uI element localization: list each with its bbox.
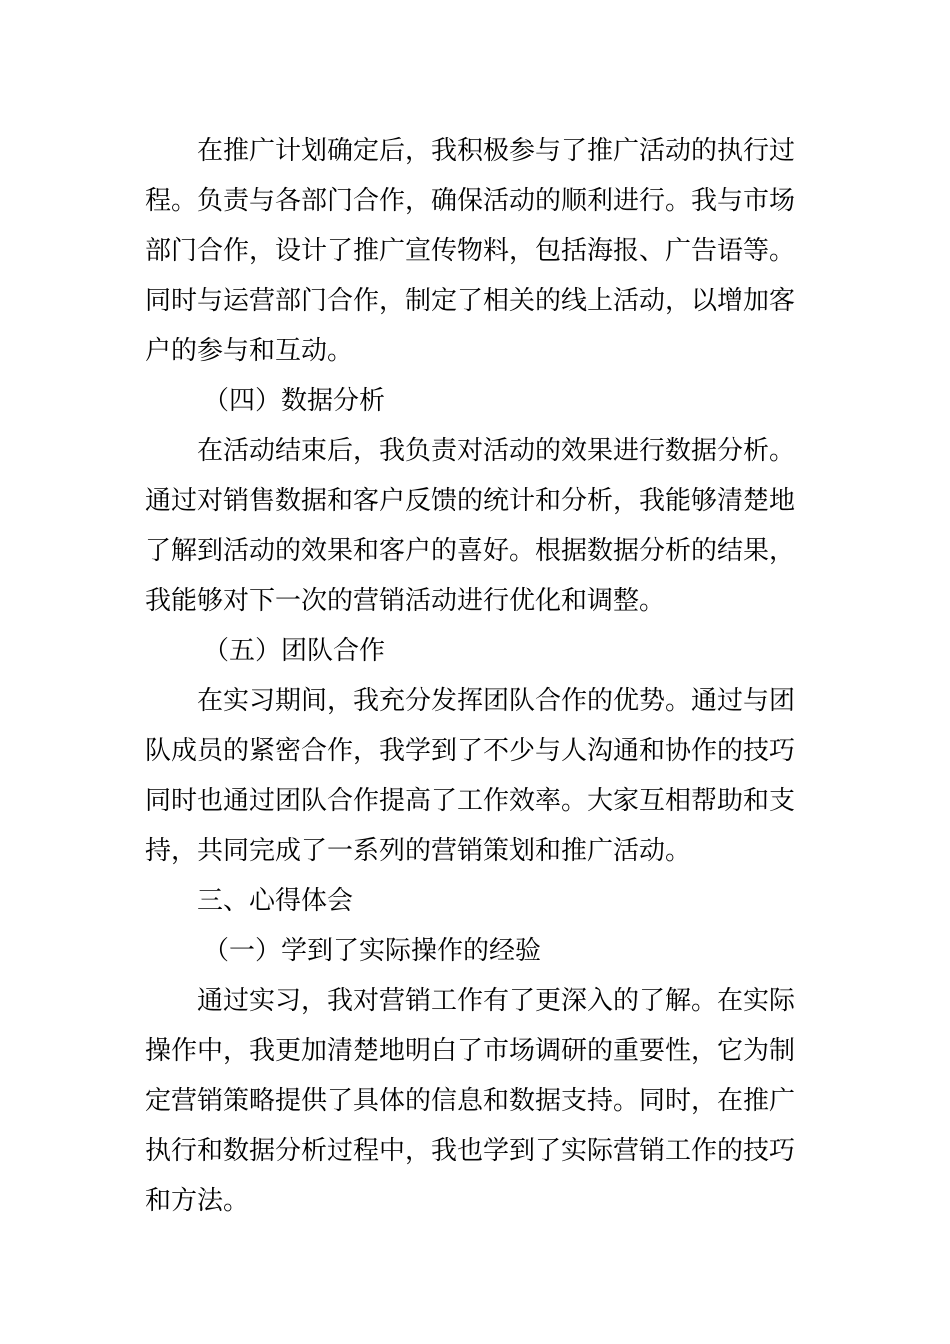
text-line: 在活动结束后，我负责对活动的效果进行数据分析。 [197,436,796,466]
text-line: 通过实习，我对营销工作有了更深入的了解。在实际 [197,986,796,1016]
paragraph-promotion-execution [145,126,810,376]
document-body [145,126,810,1226]
text-line: 在实习期间，我充分发挥团队合作的优势。通过与团 [197,686,796,716]
text-line: 同时也通过团队合作提高了工作效率。大家互相帮助和支 [145,786,796,816]
text-line: 操作中，我更加清楚地明白了市场调研的重要性，它为制 [145,1036,796,1066]
paragraph-teamwork [145,676,810,876]
text-line: 户的参与和互动。 [145,336,354,366]
text-line: 同时与运营部门合作，制定了相关的线上活动，以增加客 [145,286,796,316]
text-line: 我能够对下一次的营销活动进行优化和调整。 [145,586,666,616]
text-line: 在推广计划确定后，我积极参与了推广活动的执行过 [197,136,796,166]
heading-experience: 三、心得体会 [197,886,354,916]
text-line: 通过对销售数据和客户反馈的统计和分析，我能够清楚地 [145,486,796,516]
text-line: 了解到活动的效果和客户的喜好。根据数据分析的结果， [145,536,796,566]
text-line: 定营销策略提供了具体的信息和数据支持。同时，在推广 [145,1086,796,1116]
paragraph-practical-experience [145,976,810,1226]
text-line: 和方法。 [145,1186,250,1216]
paragraph-data-analysis [145,426,810,626]
text-line: 持，共同完成了一系列的营销策划和推广活动。 [145,836,692,866]
text-line: 队成员的紧密合作，我学到了不少与人沟通和协作的技巧 [145,736,796,766]
subheading-practical-experience: （一）学到了实际操作的经验 [203,936,542,966]
text-line: 程。负责与各部门合作，确保活动的顺利进行。我与市场 [145,186,796,216]
subheading-teamwork: （五）团队合作 [203,636,386,666]
text-line: 执行和数据分析过程中，我也学到了实际营销工作的技巧 [145,1136,796,1166]
subheading-data-analysis: （四）数据分析 [203,386,386,416]
text-line: 部门合作，设计了推广宣传物料，包括海报、广告语等。 [145,236,796,266]
